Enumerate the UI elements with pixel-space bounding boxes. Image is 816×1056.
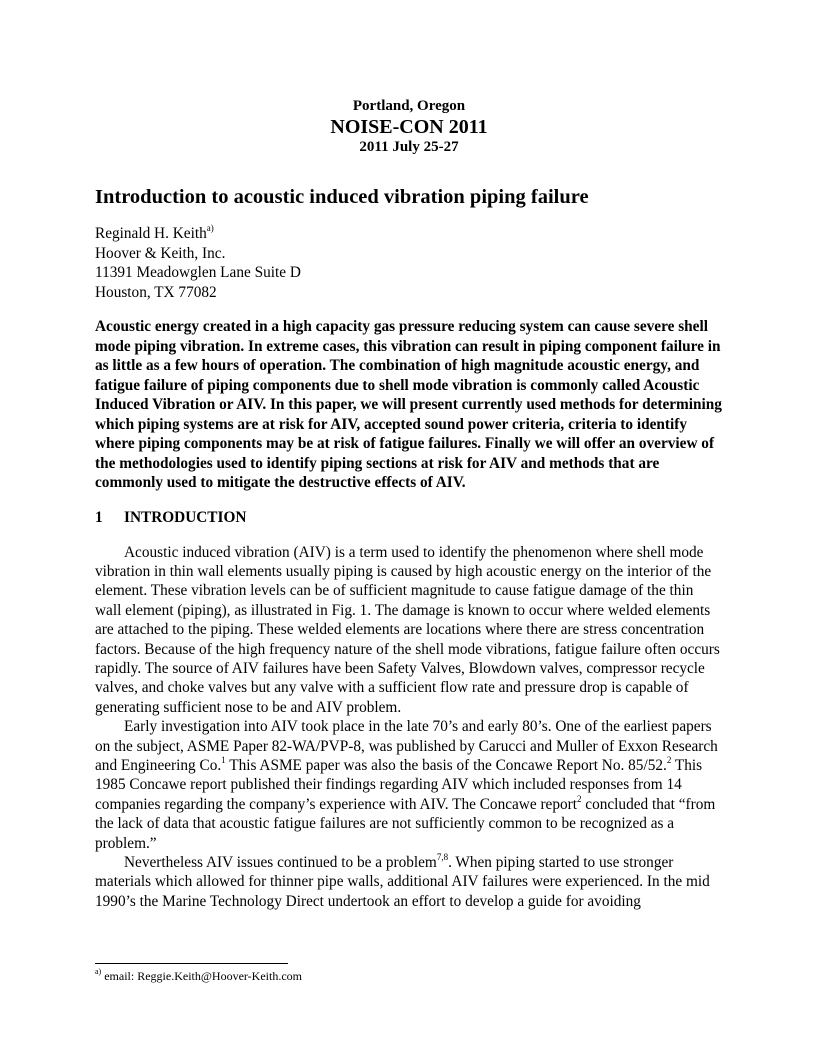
author-name: Reginald H. Keith (95, 225, 207, 242)
paragraph-2-part-b: This ASME paper was also the basis of the Concawe Report No. 85/52. (225, 756, 667, 774)
paragraph-2 (95, 717, 723, 853)
section-title: INTRODUCTION (124, 508, 247, 526)
footnote (95, 968, 302, 984)
author-affiliation-mark: a) (206, 222, 214, 233)
section-number: 1 (95, 508, 103, 526)
paper-page (95, 92, 723, 911)
author-block (95, 224, 723, 302)
citation-ref: 1 (221, 754, 226, 765)
author-address-line1: 11391 Meadowglen Lane Suite D (95, 264, 301, 281)
body-text (95, 543, 723, 912)
paragraph-2-part-d: concluded that “from the lack of data that acoustic fatigue failures are not sufficiently common to be recognized as a problem.” (95, 795, 716, 852)
paragraph-3-part-b: . When piping started to use stronger materials which allowed for thinner pipe walls, additional AIV failures were experienced. In the mid 1990’s the Marine Technology Direct undertook an effort to develop a guide for avoiding (95, 854, 710, 910)
footnote-text: email: Reggie.Keith@Hoover-Keith.com (101, 969, 302, 983)
footnote-rule (95, 963, 288, 964)
conference-header (95, 96, 723, 157)
footnote-mark: a) (95, 967, 102, 976)
conference-name: NOISE-CON 2011 (330, 116, 488, 138)
paragraph-1: Acoustic induced vibration (AIV) is a term used to identify the phenomenon where shell mode vibration in thin wall elements usually piping is caused by high acoustic energy on the interior of the element. These vibration levels can be of sufficient magnitude to cause fatigue damage of the thin wall element (piping), as illustrated in Fig. 1. The damage is known to occur where welded elements are attached to the piping. These welded elements are locations where there are stress concentration factors. Because of the high frequency nature of the shell mode vibrations, fatigue failure often occurs rapidly. The source of AIV failures have been Safety Valves, Blowdown valves, compressor recycle valves, and choke valves but any valve with a sufficient flow rate and pressure drop is capable of generating sufficient nose to be and AIV problem. (95, 543, 720, 716)
author-company: Hoover & Keith, Inc. (95, 244, 226, 262)
author-address-line2: Houston, TX 77082 (95, 283, 217, 301)
citation-ref: 2 (576, 793, 582, 804)
citation-ref: 2 (666, 754, 672, 765)
conference-place: Portland, Oregon (352, 98, 466, 114)
paragraph-2-part-a: Early investigation into AIV took place in the late 70’s and early 80’s. One of the earliest papers on the subject, ASME Paper 82-WA/PVP-8, was published by Carucci and Muller of Exxon Research and Engineering Co. (95, 718, 718, 774)
paragraph-3-part-a: Nevertheless AIV issues continued to be a problem (124, 854, 437, 871)
citation-ref: 7,8 (436, 851, 449, 862)
paragraph-2-part-c: This 1985 Concawe report published their findings regarding AIV which included responses from 14 companies regarding the company’s experience with AIV. The Concawe report (95, 756, 703, 813)
conference-dates: 2011 July 25-27 (359, 139, 459, 155)
section-heading (95, 508, 723, 528)
author-name-line (95, 224, 723, 244)
paper-title: Introduction to acoustic induced vibration piping failure (95, 186, 589, 208)
paragraph-3 (95, 853, 723, 911)
abstract: Acoustic energy created in a high capacity gas pressure reducing system can cause severe shell mode piping vibration. In extreme cases, this vibration can result in piping component failure in as little as a few hours of operation. The combination of high magnitude acoustic energy, and fatigue failure of piping components due to shell mode vibration is commonly called Acoustic Induced Vibration or AIV. In this paper, we will present currently used methods for determining which piping systems are at risk for AIV, accepted sound power criteria, criteria to identify where piping components may be at risk of fatigue failures. Finally we will offer an overview of the methodologies used to identify piping sections at risk for AIV and methods that are commonly used to mitigate the destructive effects of AIV. (95, 318, 722, 491)
